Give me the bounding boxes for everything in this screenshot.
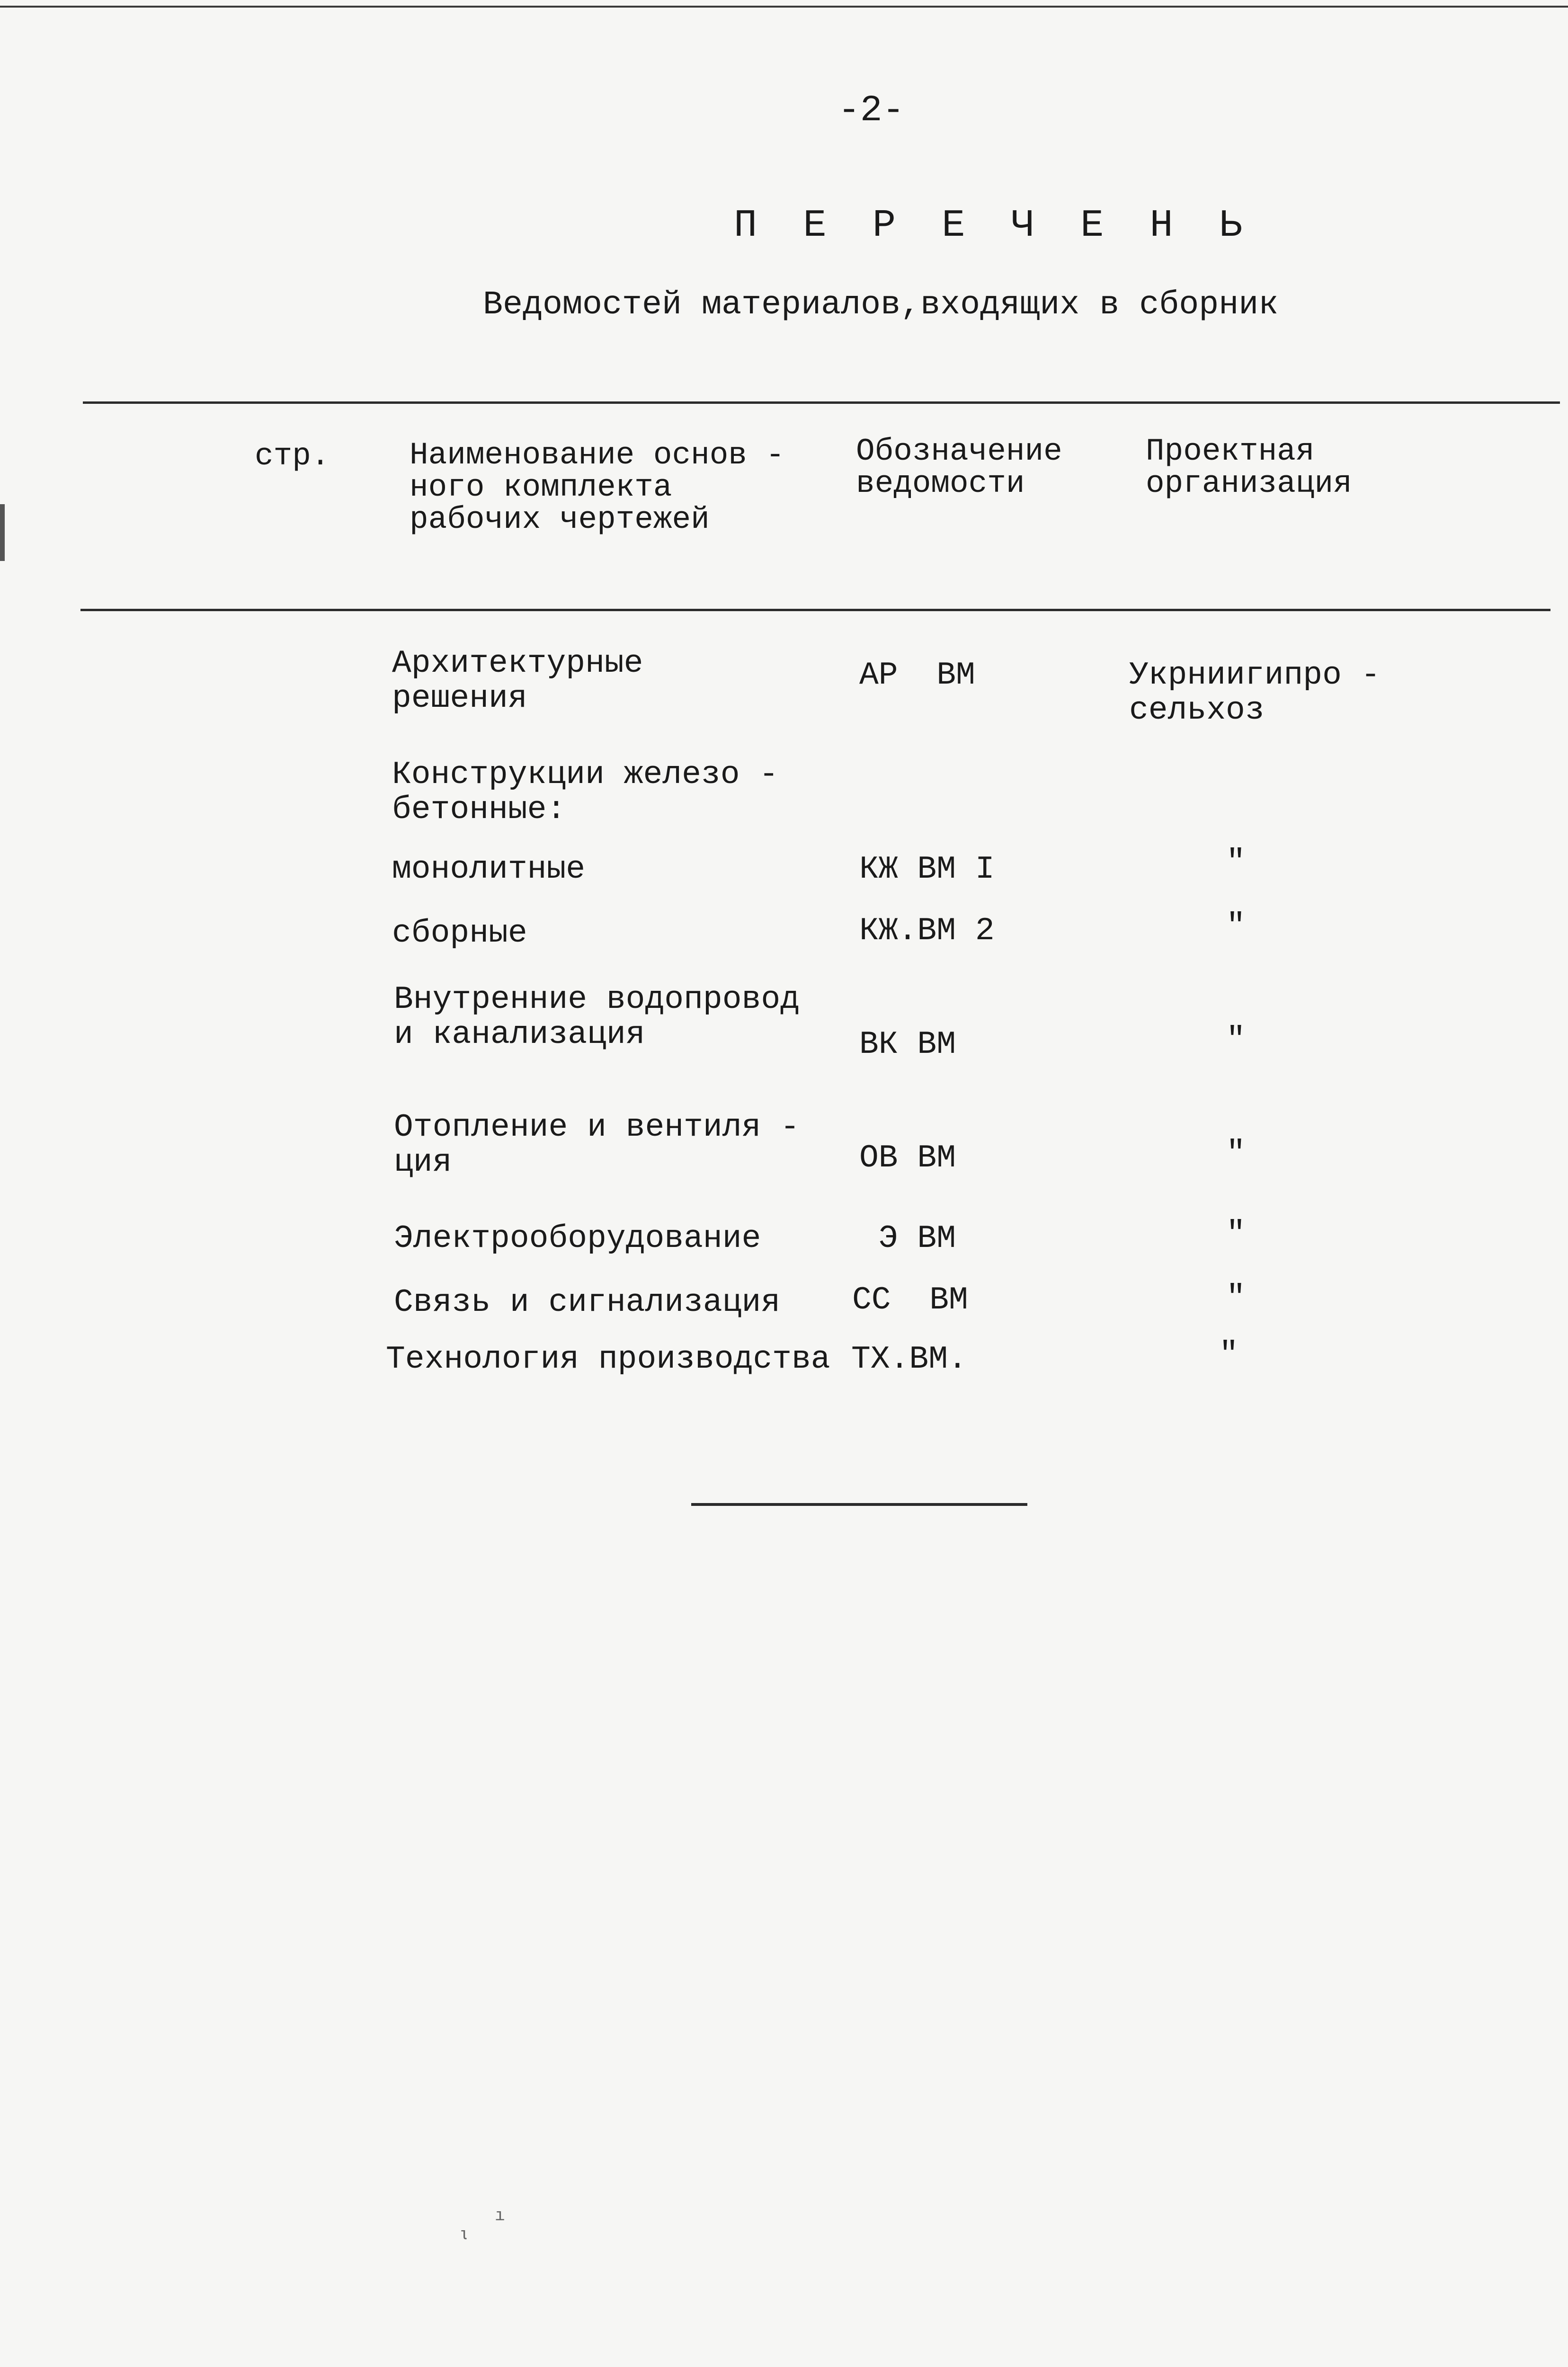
row-name: Отопление и вентиля - ция (394, 1109, 800, 1181)
scan-speck: ı (495, 2206, 505, 2225)
row-code: КЖ.ВМ 2 (859, 913, 995, 949)
row-org: " (1226, 1216, 1246, 1252)
table-header-rule (80, 609, 1550, 611)
row-name: сборные (392, 915, 527, 952)
scan-speck: ɩ (459, 2225, 470, 2244)
row-name: монолитные (392, 851, 586, 888)
page-top-border (0, 6, 1568, 8)
row-code: КЖ ВМ I (859, 851, 995, 888)
closing-rule (691, 1503, 1027, 1506)
row-code: ОВ ВМ (859, 1140, 956, 1176)
row-org: " (1226, 1135, 1246, 1172)
row-org: " (1226, 844, 1246, 881)
row-code: АР ВМ (859, 657, 975, 694)
row-org: " (1226, 1022, 1246, 1058)
row-name: Технология производства (386, 1341, 830, 1378)
row-code: Э ВМ (859, 1220, 956, 1257)
header-code-column: Обозначение ведомости (856, 434, 1062, 501)
row-org: " (1219, 1336, 1238, 1373)
row-name: Архитектурные решения (392, 645, 643, 717)
table-top-rule (83, 401, 1560, 404)
row-code: СС ВМ (852, 1282, 968, 1318)
document-title: П Е Р Е Ч Е Н Ь (734, 204, 1254, 248)
row-org: Укрниигипро - сельхоз (1129, 657, 1381, 729)
header-name-column: Наименование основ - ного комплекта рабочих чертежей (410, 437, 785, 537)
row-org: " (1226, 1280, 1246, 1316)
row-org: " (1226, 908, 1246, 944)
row-name: Конструкции железо - бетонные: (392, 756, 779, 828)
binding-mark (0, 504, 5, 561)
header-page-column: стр. (255, 438, 330, 474)
document-subtitle: Ведомостей материалов,входящих в сборник (483, 286, 1279, 324)
row-code: ВК ВМ (859, 1026, 956, 1063)
row-name: Внутренние водопровод и канализация (394, 981, 800, 1053)
row-name: Связь и сигнализация (394, 1284, 781, 1321)
row-name: Электрооборудование (394, 1220, 761, 1257)
header-org-column: Проектная организация (1146, 434, 1352, 501)
page-number: -2- (838, 90, 905, 132)
row-code: ТХ.ВМ. (851, 1341, 967, 1378)
